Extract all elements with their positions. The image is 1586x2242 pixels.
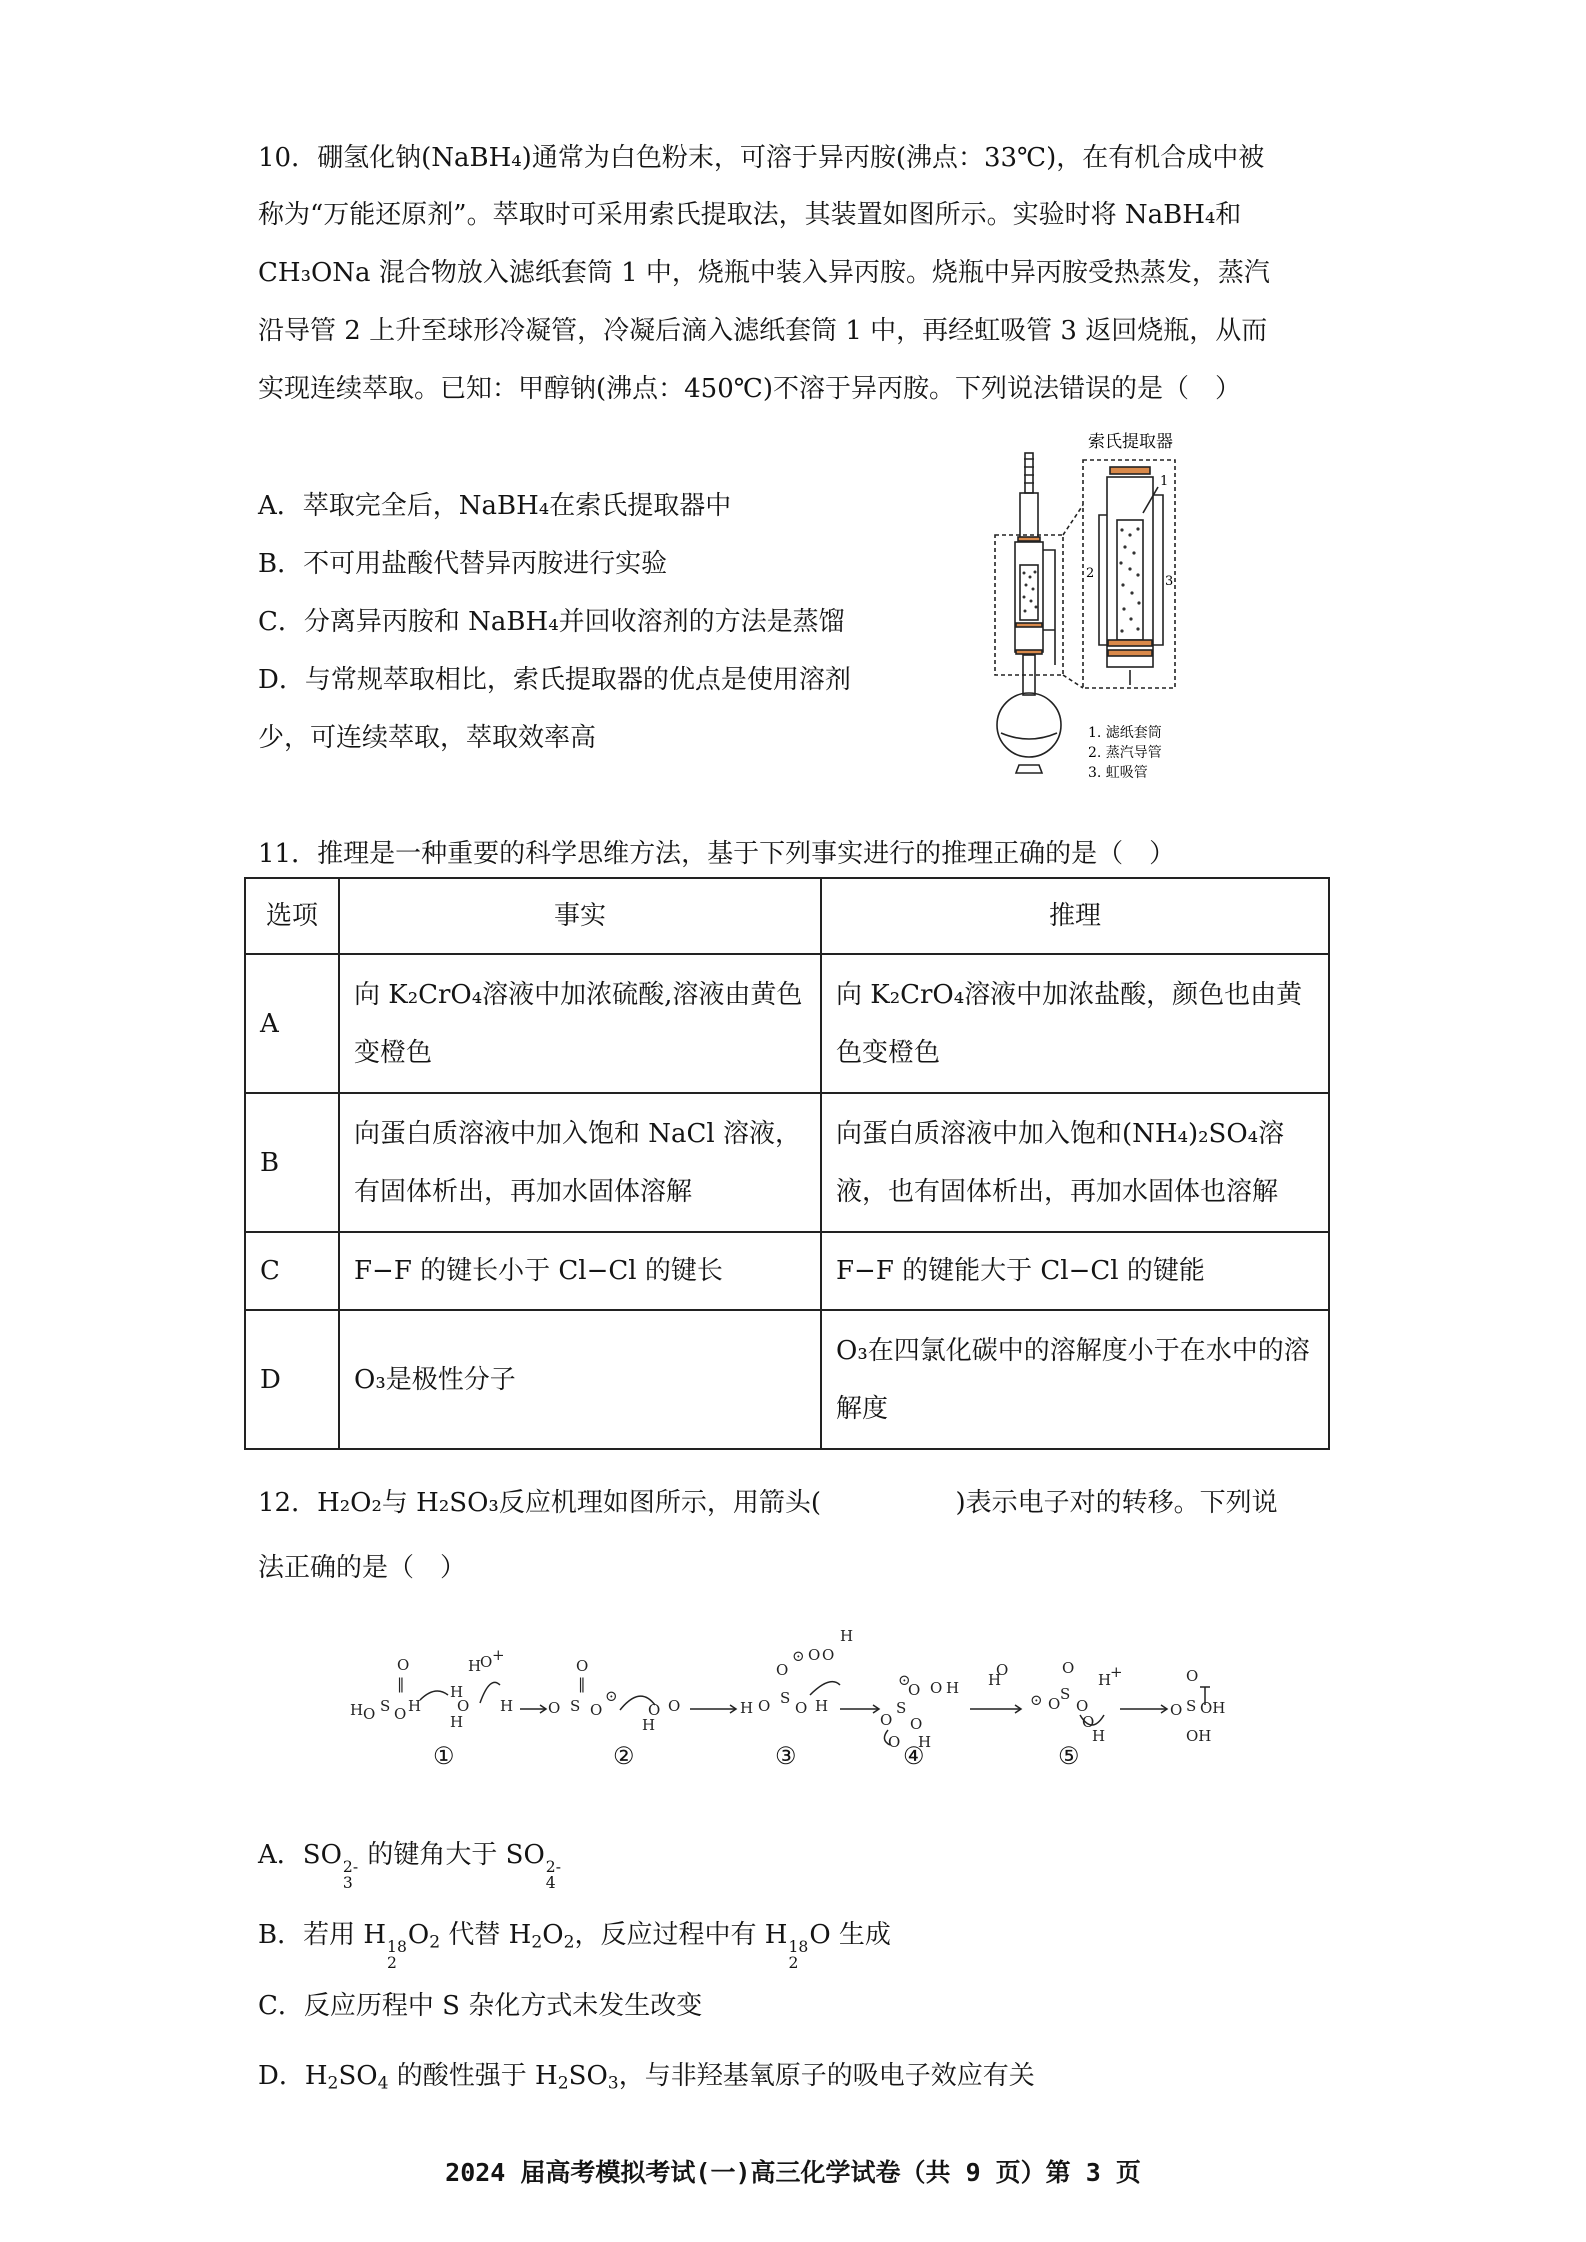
legend-1: 1. 滤纸套筒 [1088,725,1162,741]
svg-text:⊙: ⊙ [898,1671,911,1689]
svg-text:⊙: ⊙ [792,1647,805,1665]
soxhlet-extractor-figure [980,425,1220,800]
svg-text:S: S [1186,1697,1197,1715]
svg-text:H: H [450,1713,464,1731]
subscript: 2 [531,1932,543,1953]
row-option: B [245,1093,339,1232]
soxhlet-title: 索氏提取器 [1088,432,1173,452]
isotope-h2o2 [387,1939,407,1972]
subscript: 3 [342,1873,353,1892]
svg-text:H: H [946,1679,960,1697]
table-row [245,1093,1329,1232]
svg-text:⊙: ⊙ [605,1687,618,1705]
svg-text:H: H [815,1697,829,1715]
q12-option-b-text: ，反应过程中有 H [574,1920,788,1950]
sulfite-ion: SO [302,1840,342,1870]
table-row [245,954,1329,1093]
q12-option-d [258,2055,1035,2092]
q12-stem-part2: )表示电子对的转移。下列说 [955,1488,1278,1518]
svg-text:H: H [450,1683,464,1701]
header-fact: 事实 [339,878,821,954]
svg-text:O: O [590,1701,603,1719]
row-option: D [245,1310,339,1449]
svg-text:O: O [795,1699,808,1717]
svg-text:H: H [468,1657,482,1675]
q12-stem-line2: 法正确的是（ ） [258,1553,467,1583]
q10-option-b: B．不可用盐酸代替异丙胺进行实验 [258,549,668,579]
svg-text:O: O [822,1646,835,1664]
q10-option-c: C．分离异丙胺和 NaBH₄并回收溶剂的方法是蒸馏 [258,607,845,637]
row-option: C [245,1232,339,1310]
svg-text:O: O [457,1697,470,1715]
legend-2: 2. 蒸汽导管 [1088,745,1162,761]
q12-option-a-label: A． [258,1840,303,1870]
svg-text:S: S [570,1697,581,1715]
q10-stem-line1: 10．硼氢化钠(NaBH₄)通常为白色粉末，可溶于异丙胺(沸点：33℃)，在有机合成中被 [258,143,1265,173]
svg-text:+: + [492,1646,505,1664]
q10-option-a: A．萃取完全后，NaBH₄在索氏提取器中 [258,491,732,521]
oxygen: O [407,1920,430,1950]
svg-text:H: H [500,1697,514,1715]
q12-stem-part1: 12．H₂O₂与 H₂SO₃反应机理如图所示，用箭头( [258,1488,821,1518]
subscript: 3 [607,2073,619,2094]
q12-option-d-label: D．H [258,2061,328,2091]
q10-stem-line5: 实现连续萃取。已知：甲醇钠(沸点：450℃)不溶于异丙胺。下列说法错误的是（ ） [258,374,1241,404]
subscript: 2 [387,1953,397,1972]
row-fact: F−F 的键长小于 Cl−Cl 的键长 [339,1232,821,1310]
header-option: 选项 [245,878,339,954]
subscript: 4 [545,1873,556,1892]
q12-option-c: C．反应历程中 S 杂化方式未发生改变 [258,1991,703,2021]
svg-text:S: S [1060,1685,1071,1703]
sulfate-ion: SO [505,1840,545,1870]
q12-option-b [258,1914,891,1971]
subscript: 2 [327,2073,339,2094]
subscript: 2 [429,1932,441,1953]
q10-stem-line2: 称为“万能还原剂”。萃取时可采用索氏提取法，其装置如图所示。实验时将 NaBH₄和 [258,200,1242,230]
right-filter-thimble-dots [1119,527,1140,632]
superscript: 18 [387,1937,407,1956]
svg-text:O: O [394,1705,407,1723]
q11-stem: 11．推理是一种重要的科学思维方法，基于下列事实进行的推理正确的是（ ） [258,839,1176,869]
q12-option-d-text: 的酸性强于 H [388,2061,558,2091]
svg-text:+: + [1110,1663,1123,1681]
svg-text:O: O [1186,1667,1199,1685]
svg-text:O: O [996,1661,1009,1679]
q10-option-d-line1: D．与常规萃取相比，索氏提取器的优点是使用溶剂 [258,665,851,695]
row-fact: O₃是极性分子 [339,1310,821,1449]
charge: 2- [545,1857,561,1876]
header-inference: 推理 [821,878,1329,954]
svg-text:H: H [1092,1727,1106,1745]
svg-text:S: S [380,1697,391,1715]
sulfite-ion-charge [343,1859,358,1892]
q12-option-a [258,1834,562,1891]
q11-table [244,877,1330,1450]
table-header-row [245,878,1329,954]
formula: SO [338,2061,378,2091]
svg-text:O: O [480,1653,493,1671]
svg-text:O: O [776,1661,789,1679]
svg-text:‖: ‖ [578,1675,586,1693]
superscript: 18 [788,1937,809,1956]
svg-text:O: O [910,1715,923,1733]
svg-text:O: O [758,1697,771,1715]
q12-stem-line1 [258,1482,1278,1519]
svg-text:‖: ‖ [397,1675,405,1693]
subscript: 4 [377,2073,389,2094]
svg-text:O: O [1062,1659,1075,1677]
q12-option-b-text: O 生成 [809,1920,891,1950]
step-2: ② [613,1742,635,1770]
row-inference: 向蛋白质溶液中加入饱和(NH₄)₂SO₄溶液，也有固体析出，再加水固体也溶解 [821,1093,1329,1232]
q10-stem-line3: CH₃ONa 混合物放入滤纸套筒 1 中，烧瓶中装入异丙胺。烧瓶中异丙胺受热蒸发，蒸汽 [258,258,1270,288]
svg-text:O: O [930,1679,943,1697]
svg-text:OH: OH [1186,1727,1212,1745]
svg-text:O: O [1076,1697,1089,1715]
label-3: 3 [1165,574,1174,589]
svg-text:O: O [808,1646,821,1664]
label-2: 2 [1086,566,1095,581]
svg-text:O: O [397,1656,410,1674]
sulfate-ion-charge [546,1859,561,1892]
subscript: 2 [557,2073,569,2094]
step-4: ④ [903,1742,925,1770]
svg-text:H: H [740,1699,754,1717]
svg-text:S: S [896,1699,907,1717]
oxygen: O [542,1920,564,1950]
svg-text:H: H [988,1671,1002,1689]
svg-text:H: H [840,1627,854,1645]
svg-text:O: O [1048,1695,1061,1713]
svg-text:OH: OH [1200,1699,1226,1717]
row-inference: O₃在四氯化碳中的溶解度小于在水中的溶解度 [821,1310,1329,1449]
subscript: 2 [563,1932,575,1953]
svg-text:O: O [363,1705,376,1723]
q12-option-b-text: 代替 H [440,1920,532,1950]
formula: SO [568,2061,608,2091]
step-1: ① [433,1742,455,1770]
row-fact: 向 K₂CrO₄溶液中加浓硫酸,溶液由黄色变橙色 [339,954,821,1093]
left-filter-thimble-dots [1023,571,1038,613]
q10-stem-line4: 沿导管 2 上升至球形冷凝管，冷凝后滴入滤纸套筒 1 中，再经虹吸管 3 返回烧瓶，从而 [258,316,1268,346]
svg-text:⊙: ⊙ [1030,1691,1043,1709]
q12-option-a-text: 的键角大于 [359,1840,506,1870]
step-3: ③ [775,1742,797,1770]
row-fact: 向蛋白质溶液中加入饱和 NaCl 溶液，有固体析出，再加水固体溶解 [339,1093,821,1232]
svg-text:H: H [918,1733,932,1751]
svg-text:H: H [408,1697,422,1715]
row-option: A [245,954,339,1093]
subscript: 2 [788,1953,799,1972]
svg-text:O: O [548,1699,561,1717]
svg-text:H: H [1098,1671,1112,1689]
svg-text:O: O [1082,1713,1095,1731]
isotope-water [788,1939,808,1972]
svg-text:H: H [350,1701,364,1719]
row-inference: F−F 的键能大于 Cl−Cl 的键能 [821,1232,1329,1310]
svg-text:O: O [888,1733,901,1751]
legend-3: 3. 虹吸管 [1088,765,1148,781]
table-row [245,1310,1329,1449]
page-footer: 2024 届高考模拟考试(一)高三化学试卷（共 9 页）第 3 页 [445,2158,1141,2187]
q12-option-b-label: B．若用 H [258,1920,387,1950]
svg-text:H: H [642,1716,656,1734]
svg-text:O: O [576,1657,589,1675]
label-1: 1 [1160,474,1169,489]
row-inference: 向 K₂CrO₄溶液中加浓盐酸，颜色也由黄色变橙色 [821,954,1329,1093]
svg-text:O: O [668,1697,681,1715]
svg-text:O: O [880,1711,893,1729]
svg-text:O: O [908,1681,921,1699]
q10-option-d-line2: 少，可连续萃取，萃取效率高 [258,723,597,753]
step-5: ⑤ [1058,1742,1080,1770]
q12-option-d-text: ，与非羟基氧原子的吸电子效应有关 [618,2061,1035,2091]
svg-text:S: S [780,1689,791,1707]
svg-text:O: O [1170,1701,1183,1719]
svg-text:O: O [648,1701,661,1719]
charge: 2- [342,1857,359,1876]
table-row [245,1232,1329,1310]
